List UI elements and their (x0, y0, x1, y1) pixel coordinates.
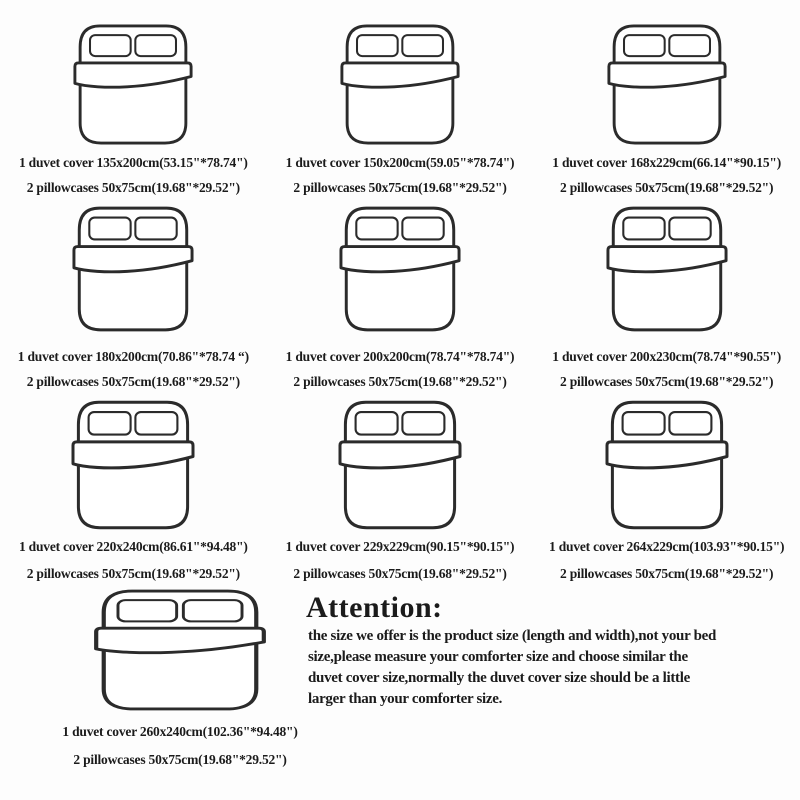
duvet-size-label: 1 duvet cover 229x229cm(90.15"*90.15") (285, 539, 515, 554)
duvet-size-label: 1 duvet cover 220x240cm(86.61"*94.48") (18, 539, 248, 554)
duvet-size-label: 1 duvet cover 264x229cm(103.93"*90.15") (549, 539, 785, 554)
attention-text-line: duvet cover size,normally the duvet cover size should be a little (308, 670, 690, 686)
attention-note (306, 590, 800, 710)
attention-text-line: the size we offer is the product size (length and width),not your bed (308, 628, 717, 644)
duvet-size-label: 1 duvet cover 168x229cm(66.14"*90.15") (552, 155, 781, 170)
size-option (267, 390, 534, 585)
duvet-size-label: 1 duvet cover 180x200cm(70.86"*78.74 “) (17, 349, 249, 364)
pillowcase-size-label: 2 pillowcases 50x75cm(19.68"*29.52") (293, 566, 507, 581)
bed-top-view-icon (604, 398, 730, 532)
size-option (0, 0, 267, 195)
pillowcase-size-label: 2 pillowcases 50x75cm(19.68"*29.52") (293, 180, 507, 195)
size-option (0, 390, 267, 585)
attention-text-line: larger than your comforter size. (308, 691, 503, 707)
size-option (0, 195, 267, 390)
bed-top-view-icon (70, 398, 196, 532)
size-row-3 (0, 390, 800, 585)
pillowcase-size-label: 2 pillowcases 50x75cm(19.68"*29.52") (293, 374, 507, 389)
duvet-size-label: 1 duvet cover 200x200cm(78.74"*78.74") (285, 349, 515, 364)
attention-title: Attention: (306, 591, 443, 624)
pillowcase-size-label: 2 pillowcases 50x75cm(19.68"*29.52") (26, 566, 240, 581)
size-row-1 (0, 0, 800, 195)
duvet-size-label: 1 duvet cover 150x200cm(59.05"*78.74") (285, 155, 515, 170)
bed-top-view-icon (92, 587, 268, 713)
bed-top-view-icon (605, 204, 729, 334)
size-option (533, 390, 800, 585)
size-option (533, 0, 800, 195)
size-option (533, 195, 800, 390)
bed-top-view-icon (338, 204, 462, 334)
pillowcase-size-label: 2 pillowcases 50x75cm(19.68"*29.52") (560, 180, 774, 195)
pillowcase-size-label: 2 pillowcases 50x75cm(19.68"*29.52") (26, 180, 240, 195)
pillowcase-size-label: 2 pillowcases 50x75cm(19.68"*29.52") (73, 752, 287, 767)
attention-text-line: size,please measure your comforter size and choose similar the (308, 649, 688, 665)
pillowcase-size-label: 2 pillowcases 50x75cm(19.68"*29.52") (560, 374, 774, 389)
bed-top-view-icon (72, 22, 194, 147)
size-option (267, 0, 534, 195)
size-option (267, 195, 534, 390)
pillowcase-size-label: 2 pillowcases 50x75cm(19.68"*29.52") (26, 374, 240, 389)
bed-top-view-icon (337, 398, 463, 532)
duvet-size-label: 1 duvet cover 200x230cm(78.74"*90.55") (552, 349, 781, 364)
duvet-size-label: 1 duvet cover 135x200cm(53.15"*78.74") (18, 155, 248, 170)
bed-top-view-icon (71, 204, 195, 334)
size-row-2 (0, 195, 800, 390)
bed-top-view-icon (339, 22, 461, 147)
pillowcase-size-label: 2 pillowcases 50x75cm(19.68"*29.52") (560, 566, 774, 581)
duvet-size-label: 1 duvet cover 260x240cm(102.36"*94.48") (62, 724, 298, 739)
bed-top-view-icon (606, 22, 728, 147)
